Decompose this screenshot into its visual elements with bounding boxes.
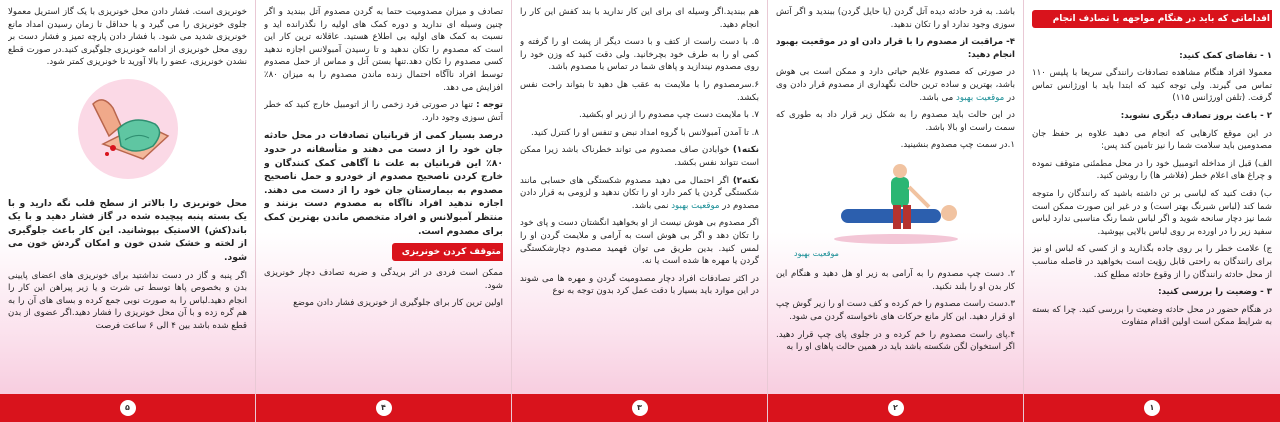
recovery-position-illustration bbox=[776, 157, 1015, 260]
bold-paragraph: محل خونریزی را بالاتر از سطح قلب نگه دارید و با یک بسته پنبه پیچیده شده در گاز فشار دهید و با یک باند(کش) الاستیک بپوشانید. این کار باعث جلوگیری از لخته و خشک شدن خون و امکان گردش خون می شود. bbox=[8, 197, 247, 263]
bleeding-hand-illustration bbox=[8, 74, 247, 189]
panel-2 bbox=[768, 0, 1024, 422]
text-b: می باشد. bbox=[919, 92, 956, 103]
footer-bar bbox=[1024, 394, 1280, 422]
panel-2-content bbox=[776, 6, 1015, 388]
page-number: ۲ bbox=[888, 400, 904, 416]
banner-title: اقداماتی که باید در هنگام مواجهه با تصادف انجام دهید bbox=[1032, 10, 1272, 28]
banner-title: متوقف کردن خونریزی bbox=[392, 243, 503, 261]
note-2-highlight: موقعیت بهبود bbox=[671, 200, 720, 211]
panel-5-content bbox=[8, 6, 247, 388]
figure-caption: موقعیت بهبود bbox=[794, 248, 839, 258]
recovery-paragraph bbox=[776, 66, 1015, 104]
panel-5 bbox=[0, 0, 256, 422]
footer-bar bbox=[512, 394, 767, 422]
note-1 bbox=[520, 144, 759, 169]
panel-4 bbox=[256, 0, 512, 422]
note-2-title: نکته۲) bbox=[732, 175, 759, 186]
section-heading: ۲ - باعث بروز تصادف دیگری نشوید: bbox=[1120, 110, 1272, 121]
paragraph: اگر مصدوم بی هوش نیست از او بخواهید انگشتان دست و پای خود را تکان دهد و اگر بی هوش است به آرامی و ملایمت گردن او را لمس کنید. بدین طریق می توان فهمید مصدوم دچارشکستگی گردن یا مهره ها شده است یا نه. bbox=[520, 218, 759, 267]
note-text: تنها در صورتی فرد زخمی را از اتومبیل خارج کنید که خطر آتش سوزی وجود دارد. bbox=[264, 100, 503, 123]
section-heading: ۳ - وضعیت را بررسی کنید: bbox=[1158, 287, 1272, 298]
note-2-text-b: نمی باشد. bbox=[631, 200, 672, 211]
panel-1 bbox=[1024, 0, 1280, 422]
step-8: ۸. تا آمدن آمبولانس با گروه امداد نبض و تنفس او را کنترل کنید. bbox=[531, 127, 759, 138]
page-number: ۱ bbox=[1144, 400, 1160, 416]
paragraph: در این موقع کارهایی که انجام می دهید علاوه بر حفظ جان مصدومین باید سلامت شما را نیز تامین کند پس: bbox=[1032, 128, 1272, 152]
paragraph: تصادف و میزان مصدومیت حتما به گردن مصدوم آتل ببندید و اگر چنین وسیله ای ندارید و دوره کمک های اولیه را نگذرانده اید و نسبت به کمک های اولیه بی اطلاع هستید. عاقلانه ترین کار این است که مصدوم را تکان ندهید و تا رسیدن آمبولانس اجازه ندهید کسی مصدوم را تکان دهد.تنها بستن آتل و مماس از حمل مصدوم توسط افراد ناآگاه احتمال زنده ماندن مصدوم را به میزان ۸۰٪ افزایش می دهد. bbox=[264, 7, 503, 93]
paragraph: معمولا افراد هنگام مشاهده تصادفات رانندگی سریعا با پلیس ۱۱۰ تماس می گیرند. ولی توجه کنید که ابتدا باید با اورژانس تماس گرفت. (تلفن اورژانس ۱۱۵) bbox=[1032, 68, 1272, 104]
step-6: ۶.سرمصدوم را با ملایمت به عقب هل دهید تا بتواند راحت نفس بکشد. bbox=[520, 79, 759, 103]
paragraph: ج) علامت خطر را بر روی جاده بگذارید و از کسی که لباس او نیز برای رانندگان به راحتی قابل رؤیت است بخواهید در فاصله مناسب از محل حادثه رانندگان را از وقوع حادثه مطلع کند. bbox=[1032, 244, 1272, 280]
note-title: توجه : bbox=[476, 100, 503, 111]
section-banner bbox=[264, 243, 503, 261]
footer-bar bbox=[256, 394, 511, 422]
step-3: ۳.دست راست مصدوم را خم کرده و کف دست او را زیر گوش چپ او قرار دهید. این کار مانع حرکات های ناخواسته گردن می شود. bbox=[776, 299, 1015, 322]
note-1-text: خوابادن صاف مصدوم می تواند خطرناک باشد زیرا ممکن است نتواند نفس بکشد. bbox=[520, 145, 759, 168]
paragraph: هم ببندید.اگر وسیله ای برای این کار ندارید با بند کفش این کار را انجام دهید. bbox=[520, 7, 759, 30]
panel-4-content bbox=[264, 6, 503, 388]
page-number: ۳ bbox=[632, 400, 648, 416]
page-number: ۵ bbox=[120, 400, 136, 416]
highlight-recovery-position: موقعیت بهبود bbox=[956, 92, 1005, 103]
text-a: در صورتی که مصدوم علایم حیاتی دارد و ممکن است بی هوش باشد، بهترین و ساده ترین حالت نگهداری از مصدوم قرار دادن وی در bbox=[776, 67, 1015, 103]
paragraph: در هنگام حضور در محل حادثه وضعیت را بررسی کنید. چرا که بسته به شرایط ممکن است اولین اقدام متفاوت bbox=[1032, 304, 1272, 328]
footer-bar bbox=[768, 394, 1023, 422]
step-7: ۷. با ملایمت دست چپ مصدوم را از زیر او بکشید. bbox=[578, 110, 759, 121]
paragraph: ب) دقت کنید که لباسی بر تن داشته باشید که رانندگان را متوجه شما کند (لباس شبرنگ بهتر است) و در غیر این صورت ممکن است شما نیز دچار سانحه شوید و اگر لباس شما رنگ مناسبی ندارد لباس سفید زیر را در اورده بر روی لباس بالایی بپوشید. bbox=[1032, 188, 1272, 237]
panel-1-content bbox=[1032, 6, 1272, 388]
step-2: ۲. دست چپ مصدوم را به آرامی به زیر او هل دهید و هنگام این کار بدن او را بلند نکنید. bbox=[776, 269, 1015, 292]
bold-paragraph: درصد بسیار کمی از قربانیان تصادفات در محل حادثه جان خود را از دست می دهند و متأسفانه در حدود ۸۰٪ این قربانیان به علت نا آگاهی کمک کنندگان و خارج کردن ناصحیح مصدوم از خودرو و حمل ناصحیح مصدوم به بیمارستان جان خود را از دست می دهند. اجازه ندهید افراد ناآگاه به مصدوم دست بزنند و منتظر آمبولانس و افراد متخصص ماندن بهترین کمک برای مصدوم است. bbox=[264, 130, 503, 237]
panel-3-content bbox=[520, 6, 759, 388]
recovery-position-icon bbox=[821, 157, 971, 247]
section-heading: ۱ - تقاضای کمک کنید: bbox=[1179, 50, 1272, 61]
step-4: ۴.پای راست مصدوم را خم کرده و در جلوی پای چپ قرار دهید. اگر استخوان لگن شکسته باشد باید در همین حالت پاهای او را به bbox=[776, 329, 1015, 353]
section-banner bbox=[1032, 10, 1272, 44]
paragraph: خونریزی است. فشار دادن محل خونریزی با یک گاز استریل معمولا جلوی خونریزی را می گیرد و یا حداقل تا زمان رسیدن امداد مانع خونریزی شدید می شود. با فشار دادن پارچه تمیز و فشار دست بر روی محل خونریزی از ادامه خونریزی جلوگیری کنید.در صورت قطع نشدن خونریزی، عضو را بالا آورید تا خونریزی کمتر شود. bbox=[8, 7, 247, 68]
note-2-text-a: اگر احتمال می دهید مصدوم شکستگی های حسابی مانند شکستگی گردن یا کمر دارد او را تکان ندهید و لزومی به قرار دادن مصدوم در bbox=[520, 175, 759, 211]
step-1: ۱.در سمت چپ مصدوم بنشینید. bbox=[900, 140, 1015, 151]
paragraph: در اکثر تصادفات افراد دچار مصدومیت گردن و مهره ها می شوند در این موارد باید بسیار با دقت عمل کرد بدون توجه به نوع bbox=[520, 273, 759, 297]
paragraph: باشد. به فرد حادثه دیده آتل گردن (یا حایل گردن) ببندید و اگر آتش سوزی وجود ندارد او را تکان ندهید. bbox=[776, 7, 1015, 30]
panel-3 bbox=[512, 0, 768, 422]
paragraph: در این حالت باید مصدوم را به شکل زیر قرار داد به طوری که سمت راست او بالا باشد. bbox=[776, 110, 1015, 133]
section-heading: ۴- مراقبت از مصدوم را با قرار دادن او در موقعیت بهبود انجام دهید: bbox=[776, 37, 1015, 60]
page-number: ۴ bbox=[376, 400, 392, 416]
note-1-title: نکته۱) bbox=[732, 145, 759, 156]
note-paragraph bbox=[264, 99, 503, 124]
note-2 bbox=[520, 175, 759, 213]
paragraph: الف) قبل از مداخله اتومبیل خود را در محل مطمئنی متوقف نموده و چراغ های اعلام خطر (فلاشر ها) را روشن کنید. bbox=[1032, 158, 1272, 182]
hand-pressure-icon bbox=[73, 74, 183, 184]
footer-bar bbox=[0, 394, 255, 422]
step-5: ۵. با دست راست از کتف و با دست دیگر از پشت او را گرفته و کمی او را به طرف خود بچرخانید. ولی دقت کنید که وزن خود را روی مصدوم نیندازید و پاهای شما در تماس با مصدوم باشد. bbox=[520, 37, 759, 73]
paragraph: اگر پنبه و گاز در دست نداشتید برای خونریزی های اعضای پایینی بدن و بخصوص پاها توسط تی شرت و یا زیر پیراهن این کار را انجام دهید.لباس را به صورت نوبی جمع کرده و بسای های آن را به هم گره زده و با آن محل خونریزی را فشار دهید.اگر عضوی از بدن قطع شده باشد بین ۴ الی ۶ ساعت فرصت bbox=[8, 270, 247, 331]
paragraph: اولین ترین کار برای جلوگیری از خونریزی فشار دادن موضع bbox=[293, 298, 503, 309]
paragraph: ممکن است فردی در اثر بریدگی و ضربه تصادف دچار خونریزی شود. bbox=[264, 268, 503, 291]
